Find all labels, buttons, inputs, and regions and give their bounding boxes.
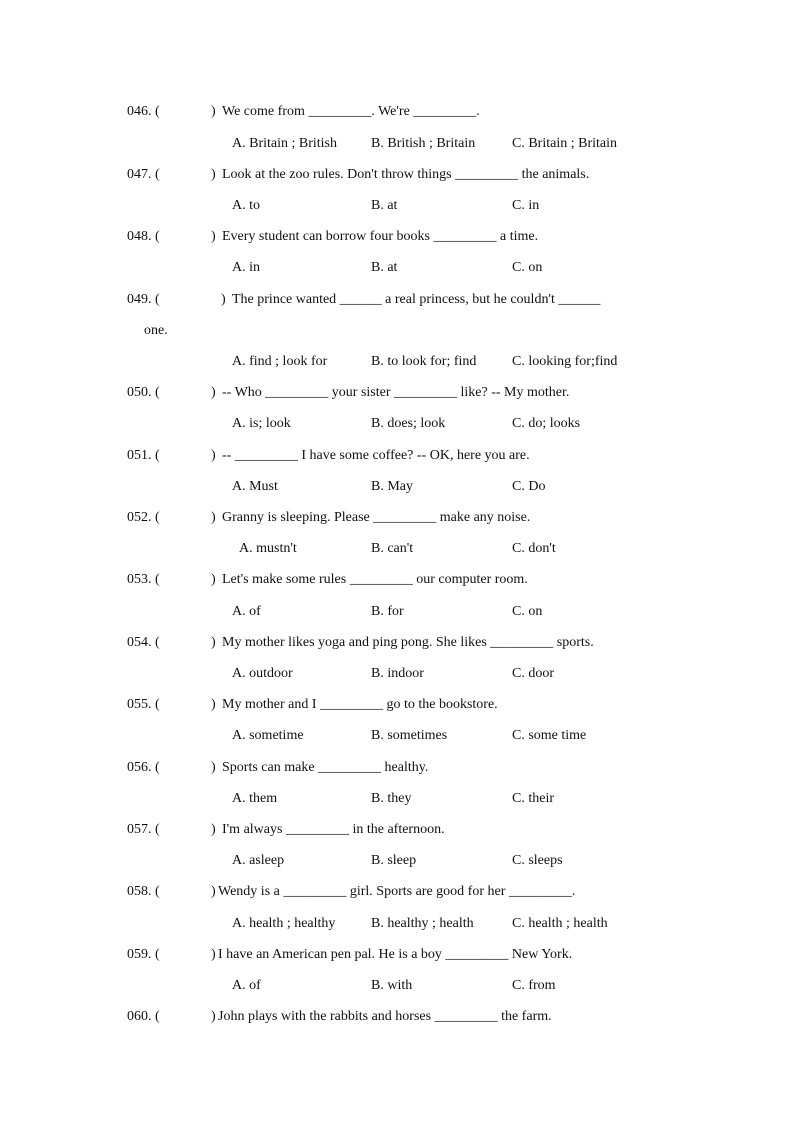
option-b: B. healthy ; health (371, 916, 474, 931)
option-c: C. health ; health (512, 916, 608, 931)
question-number: 047. ( (127, 167, 160, 182)
question-number: 048. ( (127, 229, 160, 244)
options-057 (0, 851, 794, 871)
option-a: A. them (232, 791, 278, 806)
answer-paren-close: ) (211, 229, 216, 244)
option-a: A. is; look (232, 416, 291, 431)
option-b: B. to look for; find (371, 354, 477, 369)
question-stem: I'm always _________ in the afternoon. (222, 822, 445, 837)
answer-paren-close: ) (211, 1009, 216, 1024)
options-054 (0, 664, 794, 684)
question-stem: We come from _________. We're _________. (222, 104, 480, 119)
option-c: C. Britain ; Britain (512, 136, 617, 151)
question-049 (0, 290, 794, 310)
question-stem: My mother likes yoga and ping pong. She likes _________ sports. (222, 635, 594, 650)
question-number: 059. ( (127, 947, 160, 962)
question-stem: John plays with the rabbits and horses _________ the farm. (218, 1009, 552, 1024)
question-055 (0, 695, 794, 715)
option-b: B. sometimes (371, 728, 448, 743)
option-c: C. from (512, 978, 556, 993)
option-a: A. Britain ; British (232, 136, 337, 151)
option-a: A. find ; look for (232, 354, 328, 369)
answer-paren-close: ) (221, 292, 226, 307)
options-050 (0, 414, 794, 434)
options-056 (0, 789, 794, 809)
option-b: B. for (371, 604, 404, 619)
option-c: C. in (512, 198, 540, 213)
question-stem: Look at the zoo rules. Don't throw things _________ the animals. (222, 167, 590, 182)
question-stem: Granny is sleeping. Please _________ make any noise. (222, 510, 531, 525)
question-stem: Let's make some rules _________ our computer room. (222, 572, 528, 587)
option-a: A. in (232, 260, 260, 275)
answer-paren-close: ) (211, 572, 216, 587)
question-060 (0, 1007, 794, 1027)
option-b: B. at (371, 260, 398, 275)
option-b: B. sleep (371, 853, 417, 868)
option-a: A. asleep (232, 853, 285, 868)
question-number: 050. ( (127, 385, 160, 400)
question-stem: Sports can make _________ healthy. (222, 760, 429, 775)
question-054 (0, 633, 794, 653)
question-stem: Wendy is a _________ girl. Sports are good for her _________. (218, 884, 576, 899)
question-049-continued (0, 321, 794, 341)
option-c: C. on (512, 260, 543, 275)
options-053 (0, 602, 794, 622)
option-c: C. don't (512, 541, 556, 556)
option-b: B. indoor (371, 666, 424, 681)
question-051 (0, 446, 794, 466)
question-number: 049. ( (127, 292, 160, 307)
answer-paren-close: ) (211, 635, 216, 650)
option-c: C. their (512, 791, 554, 806)
question-stem-continued: one. (144, 323, 168, 338)
answer-paren-close: ) (211, 167, 216, 182)
answer-paren-close: ) (211, 104, 216, 119)
question-number: 054. ( (127, 635, 160, 650)
question-number: 055. ( (127, 697, 160, 712)
option-a: A. Must (232, 479, 278, 494)
option-a: A. of (232, 604, 261, 619)
option-b: B. at (371, 198, 398, 213)
options-046 (0, 134, 794, 154)
answer-paren-close: ) (211, 510, 216, 525)
option-a: A. health ; healthy (232, 916, 336, 931)
question-number: 053. ( (127, 572, 160, 587)
option-b: B. can't (371, 541, 414, 556)
question-stem: -- Who _________ your sister _________ like? -- My mother. (222, 385, 570, 400)
answer-paren-close: ) (211, 760, 216, 775)
option-c: C. looking for;find (512, 354, 618, 369)
question-047 (0, 165, 794, 185)
options-052 (0, 539, 794, 559)
question-number: 052. ( (127, 510, 160, 525)
options-058 (0, 914, 794, 934)
answer-paren-close: ) (211, 884, 216, 899)
option-c: C. do; looks (512, 416, 581, 431)
question-stem: The prince wanted ______ a real princess, but he couldn't ______ (232, 292, 601, 307)
answer-paren-close: ) (211, 697, 216, 712)
option-a: A. mustn't (239, 541, 297, 556)
option-b: B. May (371, 479, 413, 494)
options-047 (0, 196, 794, 216)
answer-paren-close: ) (211, 448, 216, 463)
option-b: B. with (371, 978, 413, 993)
option-a: A. of (232, 978, 261, 993)
options-059 (0, 976, 794, 996)
option-c: C. door (512, 666, 554, 681)
option-a: A. to (232, 198, 260, 213)
options-055 (0, 726, 794, 746)
question-057 (0, 820, 794, 840)
options-051 (0, 477, 794, 497)
question-number: 057. ( (127, 822, 160, 837)
option-c: C. on (512, 604, 543, 619)
option-a: A. sometime (232, 728, 304, 743)
options-048 (0, 258, 794, 278)
question-056 (0, 758, 794, 778)
question-stem: My mother and I _________ go to the bookstore. (222, 697, 498, 712)
answer-paren-close: ) (211, 947, 216, 962)
option-c: C. some time (512, 728, 587, 743)
question-number: 046. ( (127, 104, 160, 119)
answer-paren-close: ) (211, 385, 216, 400)
answer-paren-close: ) (211, 822, 216, 837)
question-053 (0, 570, 794, 590)
question-number: 051. ( (127, 448, 160, 463)
question-046 (0, 102, 794, 122)
option-a: A. outdoor (232, 666, 293, 681)
question-048 (0, 227, 794, 247)
question-058 (0, 882, 794, 902)
question-number: 060. ( (127, 1009, 160, 1024)
question-number: 058. ( (127, 884, 160, 899)
question-050 (0, 383, 794, 403)
option-b: B. British ; Britain (371, 136, 476, 151)
option-c: C. sleeps (512, 853, 563, 868)
question-stem: I have an American pen pal. He is a boy _________ New York. (218, 947, 573, 962)
question-stem: -- _________ I have some coffee? -- OK, here you are. (222, 448, 530, 463)
options-049 (0, 352, 794, 372)
option-b: B. does; look (371, 416, 446, 431)
option-b: B. they (371, 791, 412, 806)
question-052 (0, 508, 794, 528)
question-059 (0, 945, 794, 965)
option-c: C. Do (512, 479, 546, 494)
question-stem: Every student can borrow four books _________ a time. (222, 229, 539, 244)
question-number: 056. ( (127, 760, 160, 775)
